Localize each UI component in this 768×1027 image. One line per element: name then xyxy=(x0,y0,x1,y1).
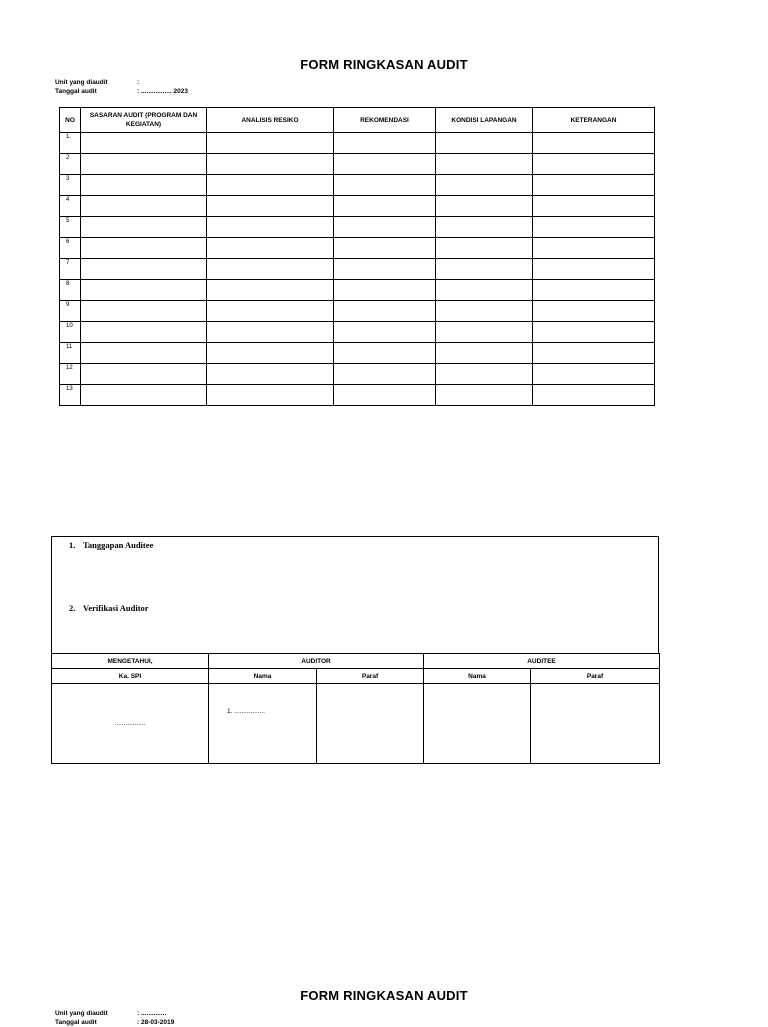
rekomendasi-cell xyxy=(334,175,436,196)
column-header-no: NO xyxy=(60,108,81,133)
row-number-cell: 12 xyxy=(60,364,81,385)
page2-date-value: : 28-03-2019 xyxy=(137,1019,175,1026)
rekomendasi-cell xyxy=(334,259,436,280)
kondisi-lapangan-cell xyxy=(436,133,533,154)
keterangan-cell xyxy=(533,238,655,259)
signature-group-row xyxy=(52,654,660,669)
column-header-analisis-resiko: ANALISIS RESIKO xyxy=(207,108,334,133)
auditee-nama-cell xyxy=(424,684,531,764)
sasaran-audit-cell xyxy=(81,196,207,217)
analisis-resiko-cell xyxy=(207,385,334,406)
keterangan-cell xyxy=(533,385,655,406)
auditee-paraf-cell xyxy=(531,684,660,764)
page2-unit-label: Unit yang diaudit xyxy=(55,1010,108,1017)
page2-title: FORM RINGKASAN AUDIT xyxy=(300,988,468,1003)
keterangan-cell xyxy=(533,133,655,154)
page-title: FORM RINGKASAN AUDIT xyxy=(300,57,468,72)
auditor-paraf-header: Paraf xyxy=(317,669,424,684)
analisis-resiko-cell xyxy=(207,280,334,301)
verifikasi-auditor-label: Verifikasi Auditor xyxy=(82,603,149,613)
page2-date-label: Tanggal audit xyxy=(55,1019,97,1026)
keterangan-cell xyxy=(533,175,655,196)
keterangan-cell xyxy=(533,322,655,343)
kondisi-lapangan-cell xyxy=(436,154,533,175)
column-header-rekomendasi: REKOMENDASI xyxy=(334,108,436,133)
analisis-resiko-cell xyxy=(207,154,334,175)
item-number: 2. xyxy=(69,603,76,613)
sasaran-audit-cell xyxy=(81,238,207,259)
row-number-cell: 3 xyxy=(60,175,81,196)
table-body xyxy=(60,133,655,406)
table-row xyxy=(60,175,655,196)
tanggapan-auditee-item xyxy=(69,540,153,550)
rekomendasi-cell xyxy=(334,280,436,301)
table-header-row xyxy=(60,108,655,133)
table-row xyxy=(60,301,655,322)
rekomendasi-cell xyxy=(334,133,436,154)
analisis-resiko-cell xyxy=(207,133,334,154)
page2-unit-value: : .............. xyxy=(137,1010,167,1017)
table-row xyxy=(60,322,655,343)
rekomendasi-cell xyxy=(334,196,436,217)
page2-audit-meta xyxy=(55,1009,174,1027)
row-number-cell: 5 xyxy=(60,217,81,238)
audit-meta xyxy=(55,78,188,96)
row-number-cell: 2 xyxy=(60,154,81,175)
row-number-cell: 7 xyxy=(60,259,81,280)
sasaran-audit-cell xyxy=(81,280,207,301)
rekomendasi-cell xyxy=(334,364,436,385)
kondisi-lapangan-cell xyxy=(436,385,533,406)
row-number-cell: 6 xyxy=(60,238,81,259)
rekomendasi-cell xyxy=(334,238,436,259)
auditor-nama-header: Nama xyxy=(209,669,317,684)
table-row xyxy=(60,385,655,406)
kondisi-lapangan-cell xyxy=(436,196,533,217)
tanggapan-auditee-label: Tanggapan Auditee xyxy=(82,540,154,550)
sasaran-audit-cell xyxy=(81,322,207,343)
keterangan-cell xyxy=(533,364,655,385)
column-header-kondisi-lapangan: KONDISI LAPANGAN xyxy=(436,108,533,133)
mengetahui-header: MENGETAHUI, xyxy=(52,654,209,669)
sasaran-audit-cell xyxy=(81,154,207,175)
row-number-cell: 9 xyxy=(60,301,81,322)
analisis-resiko-cell xyxy=(207,175,334,196)
auditor-nama-cell: 1. ................. xyxy=(209,684,317,764)
audit-summary-table xyxy=(59,107,655,406)
table-row xyxy=(60,238,655,259)
date-value: : ................. 2023 xyxy=(137,88,188,95)
signature-sub-row xyxy=(52,669,660,684)
auditee-nama-header: Nama xyxy=(424,669,531,684)
analisis-resiko-cell xyxy=(207,238,334,259)
table-row xyxy=(60,196,655,217)
auditee-paraf-header: Paraf xyxy=(531,669,660,684)
table-row xyxy=(60,154,655,175)
item-number: 1. xyxy=(69,540,76,550)
sasaran-audit-cell xyxy=(81,385,207,406)
rekomendasi-cell xyxy=(334,301,436,322)
sasaran-audit-cell xyxy=(81,217,207,238)
row-number-cell: 11 xyxy=(60,343,81,364)
kondisi-lapangan-cell xyxy=(436,280,533,301)
rekomendasi-cell xyxy=(334,343,436,364)
analisis-resiko-cell xyxy=(207,196,334,217)
kondisi-lapangan-cell xyxy=(436,301,533,322)
sasaran-audit-cell xyxy=(81,301,207,322)
keterangan-cell xyxy=(533,280,655,301)
ka-spi-header: Ka. SPI xyxy=(52,669,209,684)
kondisi-lapangan-cell xyxy=(436,343,533,364)
kondisi-lapangan-cell xyxy=(436,259,533,280)
response-section xyxy=(51,536,659,654)
analisis-resiko-cell xyxy=(207,259,334,280)
date-label: Tanggal audit xyxy=(55,88,97,95)
kondisi-lapangan-cell xyxy=(436,364,533,385)
row-number-cell: 13 xyxy=(60,385,81,406)
rekomendasi-cell xyxy=(334,154,436,175)
sasaran-audit-cell xyxy=(81,364,207,385)
sasaran-audit-cell xyxy=(81,343,207,364)
signature-table xyxy=(51,653,660,764)
auditor-header: AUDITOR xyxy=(209,654,424,669)
table-row xyxy=(60,343,655,364)
column-header-sasaran-audit: SASARAN AUDIT (PROGRAM DAN KEGIATAN) xyxy=(81,108,207,133)
row-number-cell: 10 xyxy=(60,322,81,343)
analisis-resiko-cell xyxy=(207,322,334,343)
rekomendasi-cell xyxy=(334,322,436,343)
row-number-cell: 8 xyxy=(60,280,81,301)
keterangan-cell xyxy=(533,259,655,280)
kondisi-lapangan-cell xyxy=(436,175,533,196)
signature-body-row xyxy=(52,684,660,764)
analisis-resiko-cell xyxy=(207,364,334,385)
unit-label: Unit yang diaudit xyxy=(55,79,108,86)
ka-spi-signature-cell: ................. xyxy=(52,684,209,764)
table-row xyxy=(60,364,655,385)
sasaran-audit-cell xyxy=(81,175,207,196)
table-row xyxy=(60,217,655,238)
keterangan-cell xyxy=(533,154,655,175)
kondisi-lapangan-cell xyxy=(436,238,533,259)
sasaran-audit-cell xyxy=(81,133,207,154)
keterangan-cell xyxy=(533,343,655,364)
sasaran-audit-cell xyxy=(81,259,207,280)
keterangan-cell xyxy=(533,301,655,322)
keterangan-cell xyxy=(533,217,655,238)
analisis-resiko-cell xyxy=(207,217,334,238)
auditor-paraf-cell xyxy=(317,684,424,764)
kondisi-lapangan-cell xyxy=(436,217,533,238)
column-header-keterangan: KETERANGAN xyxy=(533,108,655,133)
row-number-cell: 1. xyxy=(60,133,81,154)
keterangan-cell xyxy=(533,196,655,217)
auditee-header: AUDITEE xyxy=(424,654,660,669)
table-row xyxy=(60,259,655,280)
table-row xyxy=(60,133,655,154)
table-row xyxy=(60,280,655,301)
analisis-resiko-cell xyxy=(207,301,334,322)
verifikasi-auditor-item xyxy=(69,603,149,613)
unit-value: : xyxy=(137,79,140,86)
analisis-resiko-cell xyxy=(207,343,334,364)
rekomendasi-cell xyxy=(334,217,436,238)
rekomendasi-cell xyxy=(334,385,436,406)
kondisi-lapangan-cell xyxy=(436,322,533,343)
row-number-cell: 4 xyxy=(60,196,81,217)
